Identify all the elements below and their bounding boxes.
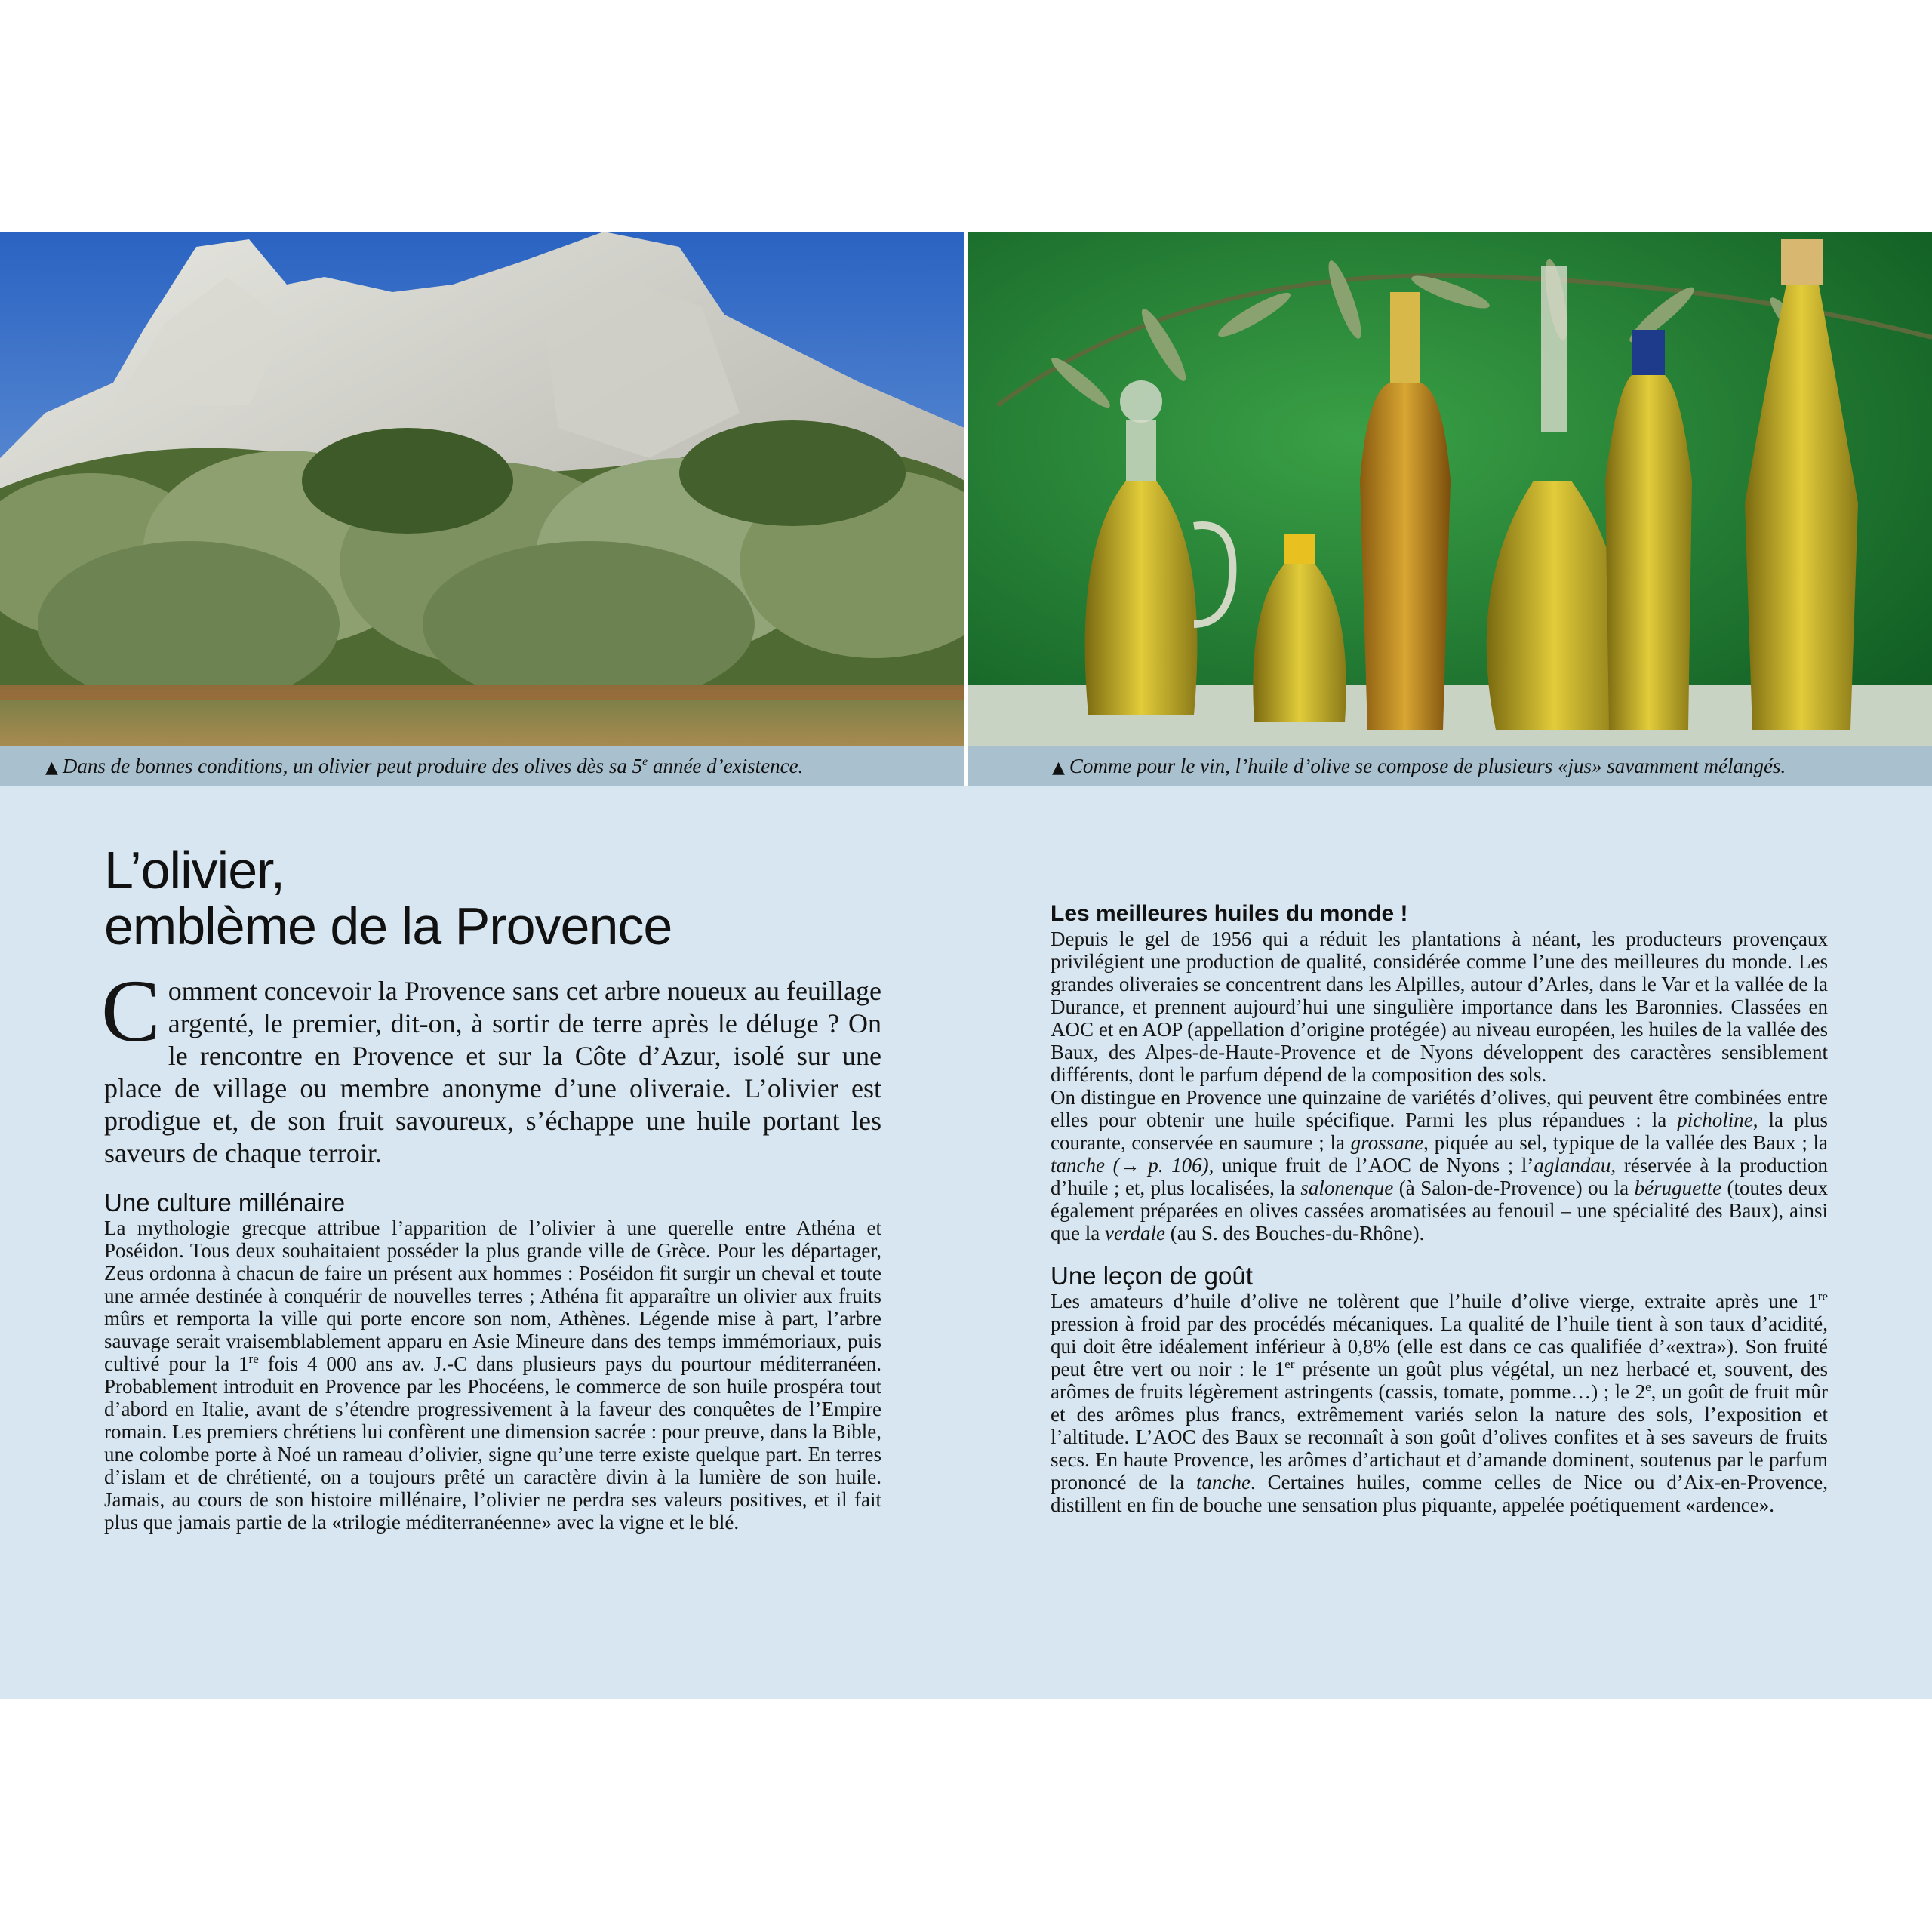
lecon-paragraph: Les amateurs d’huile d’olive ne tolèrent que l’huile d’olive vierge, extraite après une 1re pression à froid par des procédés mécaniques. La qualité de l’huile tient à son taux d’acidité, qui doit être idéalement inférieur à 0,8% (elle est dans ce cas qualifiée d’«extra»). Son fruité peut être vert ou noir : le 1er présente un goût plus végétal, un nez herbacé et, souvent, des arômes de fruits légèrement astringents (cassis, tomate, pomme…) ; le 2e, un goût de fruit mûr et des arômes plus francs, extrêmement variés selon la nature des sols, l’exposition et l’altitude. L’AOC des Baux se reconnaît à son goût d’olives confites et à ses saveurs de fruits secs. En haute Provence, les arômes d’artichaut et d’amande dominent, soutenus par le parfum prononcé de la tanche. Certaines huiles, comme celles de Nice ou d’Aix-en-Provence, distillent en fin de bouche une sensation plus piquante, appelée poétiquement «ardence». [1051, 1289, 1828, 1516]
intro-paragraph: Comment concevoir la Provence sans cet arbre noueux au feuillage argenté, le premier, dit-on, à sortir de terre après le déluge ? On le rencontre en Provence et sur la Côte d’Azur, isolé sur une place de village ou membre anonyme d’une oliveraie. L’olivier est prodigue et, de son fruit savoureux, s’échappe une huile portant les saveurs de chaque terroir. [101, 961, 881, 1168]
meilleures-paragraph-2: On distingue en Provence une quinzaine de variétés d’olives, qui peuvent être combinées entre elles pour obtenir une huile spécifique. Parmi les plus répandues : la picholine, la plus courante, conservée en saumure ; la grossane, piquée au sel, typique de la vallée des Baux ; la tanche (→ p. 106), unique fruit de l’AOC de Nyons ; l’aglandau, réservée à la production d’huile ; et, plus localisées, la salonenque (à Salon-de-Provence) ou la béruguette (toutes deux également préparées en olives cassées aromatisées au fenouil – une spécialité des Baux), ainsi que la verdale (au S. des Bouches-du-Rhône). [1051, 1086, 1829, 1244]
caption-triangle-icon: ▲ [1052, 758, 1065, 777]
page-title: L’olivier, emblème de la Provence [104, 841, 672, 955]
caption-left: ▲ Dans de bonnes conditions, un olivier peut produire des olives dès sa 5e année d’existence. [0, 746, 964, 786]
heading-culture: Une culture millénaire [104, 1189, 346, 1217]
caption-triangle-icon: ▲ [45, 758, 58, 777]
olive-grove-photo [0, 232, 964, 746]
olive-oil-bottles-photo [968, 232, 1932, 746]
left-column [101, 786, 881, 1534]
right-column [1051, 786, 1828, 1516]
heading-meilleures-huiles: Les meilleures huiles du monde ! [1051, 901, 1408, 926]
drop-cap: C [101, 961, 161, 1060]
culture-paragraph: La mythologie grecque attribue l’apparition de l’olivier à une querelle entre Athéna et Poséidon. Tous deux souhaitaient posséder la plus grande ville de Grèce. Pour les départager, Zeus ordonna à chacun de faire un présent aux hommes : Poséidon fit surgir un cheval et toute une armée destinée à conquérir de nouvelles terres ; Athéna fit apparaître un olivier aux fruits mûrs et remporta la ville qui porte encore son nom, Athènes. Légende mise à part, l’arbre sauvage serait vraisemblablement apparu en Asie Mineure dans des temps immémoriaux, puis cultivé pour la 1re fois 4 000 ans av. J.-C dans plusieurs pays du pourtour méditerranéen. Probablement introduit en Provence par les Phocéens, le commerce de son huile prospéra tout d’abord en Italie, avant de s’étendre progressivement à la faveur des conquêtes de l’Empire romain. Les premiers chrétiens lui confèrent une dimension sacrée : pour preuve, dans la Bible, une colombe porte à Noé un rameau d’olivier, signe qu’une terre existe quelque part. En terres d’islam et de chrétienté, on a toujours prêté un caractère divin à la lumière de son huile. Jamais, au cours de son histoire millénaire, l’olivier ne perdra ses valeurs positives, et il fait plus que jamais partie de la «trilogie méditerranéenne» avec la vigne et le blé. [104, 1217, 881, 1534]
meilleures-paragraph-1: Depuis le gel de 1956 qui a réduit les plantations à néant, les producteurs provençaux privilégient une production de qualité, considérée comme l’une des meilleures du monde. Les grandes oliveraies se concentrent dans les Alpilles, autour d’Arles, dans le Var et la vallée de la Durance, et prennent aujourd’hui une singulière importance dans les Baronnies. Classées en AOC et en AOP (appellation d’origine protégée) au niveau européen, les huiles de la vallée des Baux, des Alpes-de-Haute-Provence et de Nyons développent des caractères sensiblement différents, dont le parfum dépend de la composition des sols. [1051, 928, 1828, 1086]
caption-right: ▲ Comme pour le vin, l’huile d’olive se compose de plusieurs «jus» savamment mélangés. [968, 746, 1932, 786]
text-panel [0, 786, 1932, 1699]
heading-lecon-de-gout: Une leçon de goût [1051, 1262, 1253, 1290]
